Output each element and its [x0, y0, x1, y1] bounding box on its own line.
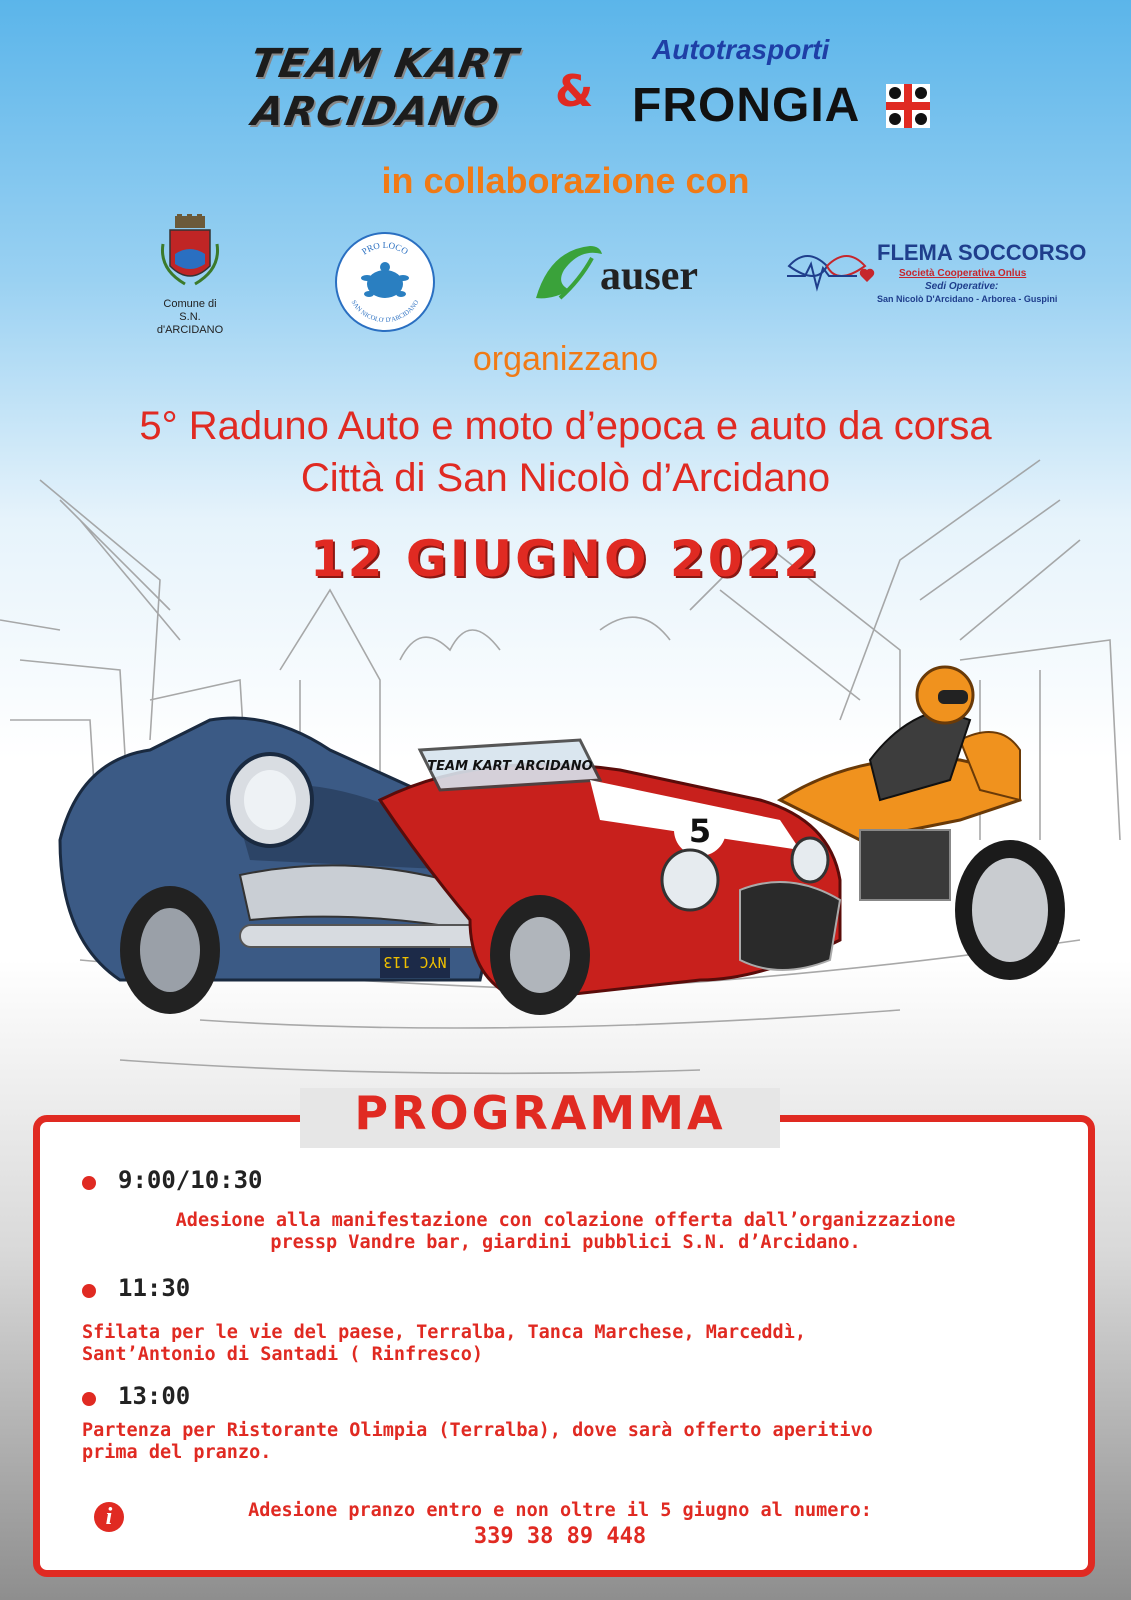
svg-text:NYC 113: NYC 113 — [383, 953, 447, 971]
svg-text:PRO LOCO: PRO LOCO — [359, 239, 410, 257]
schedule-time: 9:00/10:30 — [118, 1166, 263, 1194]
collaboration-heading: in collaborazione con — [381, 160, 750, 201]
bullet-icon — [82, 1284, 96, 1298]
schedule-time: 11:30 — [118, 1274, 191, 1302]
event-date: 12 GIUGNO 2022 — [309, 530, 822, 588]
schedule-time: 13:00 — [118, 1382, 191, 1410]
bullet-icon — [82, 1392, 96, 1406]
schedule-description: Adesione alla manifestazione con colazione offerta dall’organizzazione pressp Vandre bar, giardini pubblici S.N. d’Arcidano. — [175, 1210, 956, 1253]
auser-swoosh-icon — [530, 240, 610, 310]
bullet-icon — [82, 1176, 96, 1190]
vintage-cars-illustration — [0, 420, 1131, 1100]
schedule-description: Partenza per Ristorante Olimpia (Terralba), dove sarà offerto aperitivo prima del pranzo. — [82, 1420, 873, 1463]
lunch-registration-note: Adesione pranzo entro e non oltre il 5 giugno al numero: — [248, 1500, 872, 1521]
organizers-heading: organizzano — [472, 340, 659, 378]
sardinia-flag-icon — [886, 84, 930, 128]
flema-soccorso-logo: FLEMA SOCCORSO Società Cooperativa Onlus Sedi Operative: San Nicolò D'Arcidano - Arborea - Guspini — [787, 240, 1077, 320]
svg-text:SAN NICOLO' D'ARCIDANO: SAN NICOLO' D'ARCIDANO — [349, 299, 421, 325]
event-title: 5° Raduno Auto e moto d’epoca e auto da corsa Città di San Nicolò d’Arcidano — [139, 404, 992, 500]
info-icon: i — [94, 1502, 124, 1532]
coat-of-arms-icon — [155, 214, 225, 294]
comune-logo: Comune di S.N. d'ARCIDANO — [145, 214, 235, 337]
sponsor-frongia: FRONGIA — [632, 79, 861, 132]
heartbeat-wings-icon — [787, 246, 877, 296]
team-kart-logo: TEAM KART ARCIDANO — [246, 41, 522, 135]
auser-logo: auser — [530, 240, 730, 310]
proloco-logo — [335, 232, 435, 332]
turtle-icon — [337, 234, 433, 330]
phone-number[interactable]: 339 38 89 448 — [473, 1524, 647, 1549]
ampersand: & — [555, 66, 594, 117]
svg-text:5: 5 — [688, 812, 712, 850]
programma-title: PROGRAMMA — [354, 1086, 726, 1140]
sponsor-autotrasporti: Autotrasporti — [652, 34, 830, 65]
schedule-description: Sfilata per le vie del paese, Terralba, Tanca Marchese, Marceddì, Sant’Antonio di Santadi ( Rinfresco) — [82, 1322, 806, 1365]
svg-text:TEAM KART ARCIDANO: TEAM KART ARCIDANO — [427, 759, 593, 774]
